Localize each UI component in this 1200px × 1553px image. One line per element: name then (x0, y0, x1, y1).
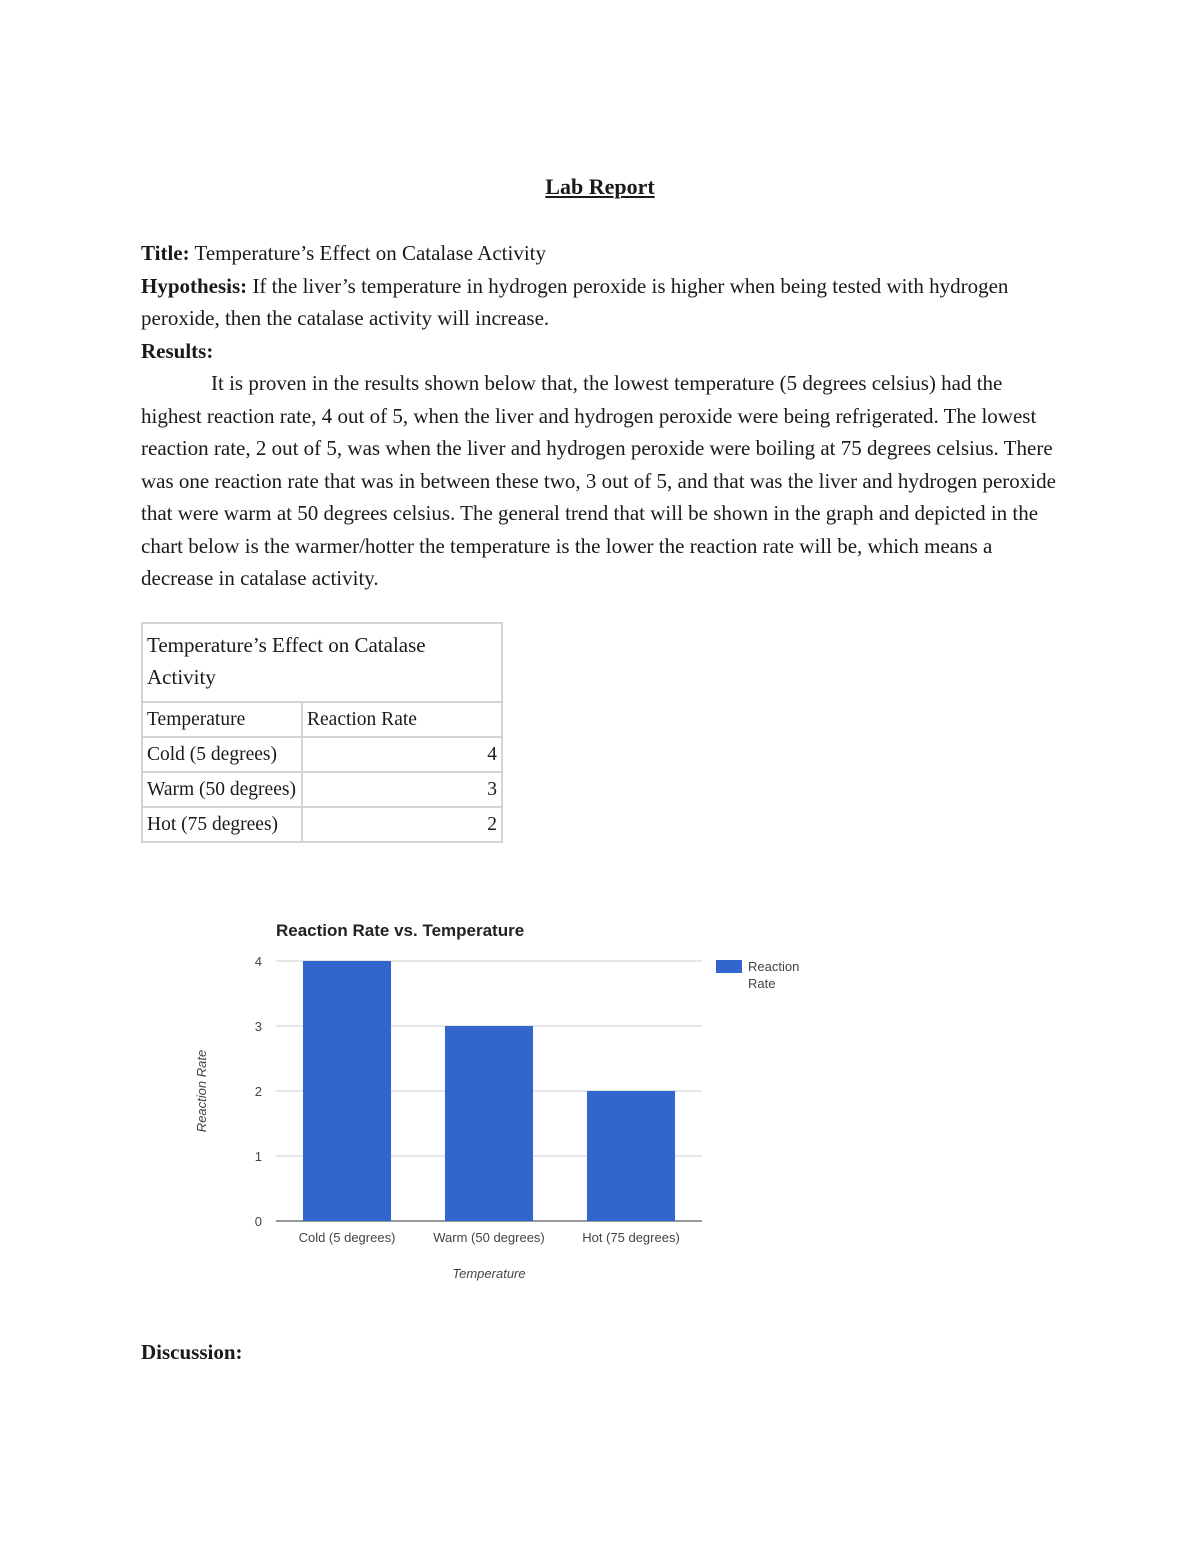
table-cell-rate: 3 (302, 772, 502, 807)
x-tick-label: Hot (75 degrees) (582, 1230, 680, 1245)
x-axis-label: Temperature (452, 1266, 526, 1281)
table-cell-temperature: Hot (75 degrees) (142, 807, 302, 842)
bar (445, 1026, 533, 1221)
title-line (141, 237, 1066, 270)
y-axis-label: Reaction Rate (194, 1049, 209, 1133)
bar-chart (180, 905, 860, 1295)
report-body (141, 237, 1066, 595)
chart-title: Reaction Rate vs. Temperature (276, 921, 525, 940)
table-cell-rate: 2 (302, 807, 502, 842)
hypothesis-line (141, 270, 1066, 335)
results-table (141, 622, 503, 843)
results-label: Results: (141, 338, 214, 363)
results-heading (141, 335, 1066, 368)
legend-label: Reaction Rate (748, 959, 800, 991)
title-value: Temperature’s Effect on Catalase Activity (194, 241, 546, 265)
table-header-temperature: Temperature (142, 702, 302, 737)
table-cell-temperature: Warm (50 degrees) (142, 772, 302, 807)
results-paragraph: It is proven in the results shown below that, the lowest temperature (5 degrees celsius) had the highest reaction rate, 4 out of 5, when the liver and hydrogen peroxide were being refrigerated. The lowest reaction rate, 2 out of 5, was when the liver and hydrogen peroxide were boiling at 75 degrees celsius. There was one reaction rate that was in between these two, 3 out of 5, and that was the liver and hydrogen peroxide that were warm at 50 degrees celsius. The general trend that will be shown in the graph and depicted in the chart below is the warmer/hotter the temperature is the lower the reaction rate will be, which means a decrease in catalase activity. (141, 371, 1056, 590)
x-tick-label: Warm (50 degrees) (433, 1230, 545, 1245)
bar (303, 961, 391, 1221)
hypothesis-label: Hypothesis: (141, 273, 248, 298)
y-tick-label: 1 (254, 1149, 262, 1164)
y-tick-label: 2 (254, 1084, 262, 1099)
table-row (142, 737, 502, 772)
table-row (142, 807, 502, 842)
table-header-reaction-rate: Reaction Rate (302, 702, 502, 737)
bar (587, 1091, 675, 1221)
page-title: Lab Report (545, 174, 655, 199)
table-cell-rate: 4 (302, 737, 502, 772)
legend-swatch (716, 960, 742, 973)
hypothesis-text: If the liver’s temperature in hydrogen peroxide is higher when being tested with hydrogen peroxide, then the catalase activity will increase. (141, 273, 1009, 330)
x-tick-label: Cold (5 degrees) (298, 1230, 396, 1245)
y-tick-label: 4 (254, 954, 262, 969)
table-cell-temperature: Cold (5 degrees) (142, 737, 302, 772)
discussion-label: Discussion: (141, 1340, 243, 1364)
title-label: Title: (141, 241, 190, 265)
y-tick-label: 0 (254, 1214, 262, 1229)
y-tick-label: 3 (254, 1019, 262, 1034)
table-row (142, 772, 502, 807)
table-caption: Temperature’s Effect on Catalase Activity (142, 623, 502, 702)
